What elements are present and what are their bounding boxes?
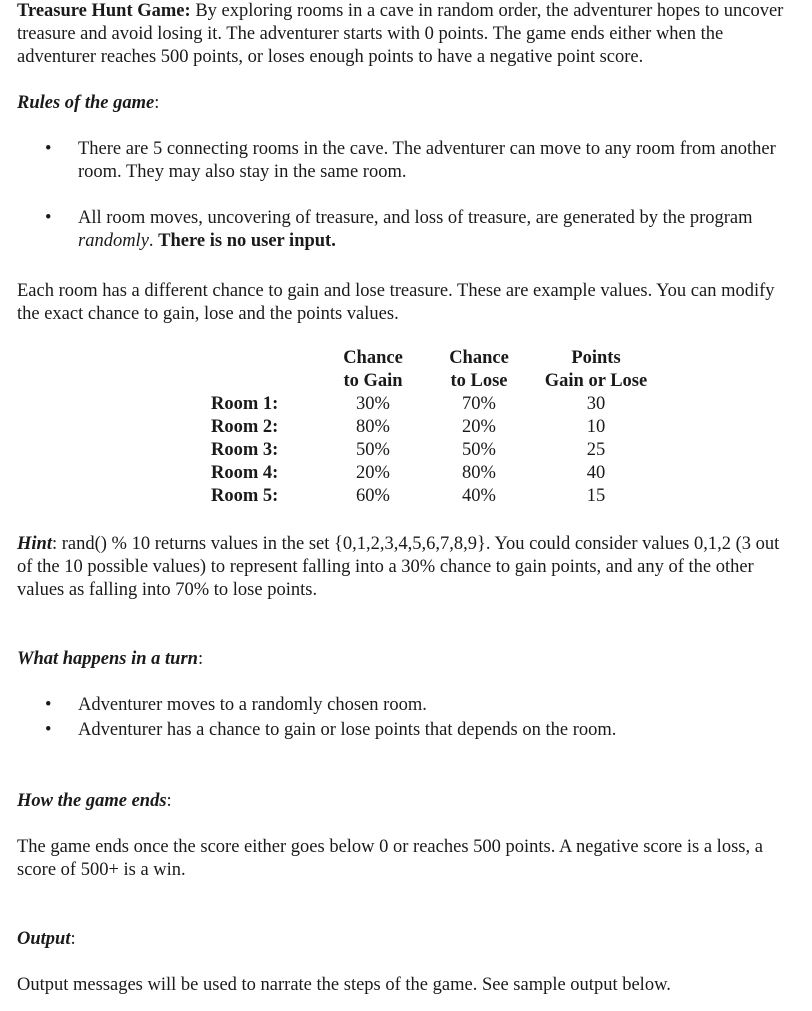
table-row (211, 393, 661, 416)
table-row (211, 439, 661, 462)
rules-heading-text: Rules of the game (17, 93, 155, 113)
room-points: 40 (586, 463, 606, 483)
ends-paragraph: The game ends once the score either goes below 0 or reaches 500 points. A negative score is a loss, a score of 500+ is a win. (17, 837, 763, 880)
room-points: 15 (586, 486, 606, 506)
room-lose: 80% (462, 463, 496, 483)
room-lose: 20% (462, 417, 496, 437)
turn-bullet-2: • Adventurer has a chance to gain or lose points that depends on the room. (17, 719, 797, 742)
intro-paragraph (17, 0, 797, 69)
rules-list (17, 138, 797, 253)
header-room-blank (211, 347, 319, 393)
room-name: Room 3: (211, 440, 279, 460)
room-points: 30 (586, 394, 606, 414)
room-name: Room 4: (211, 463, 279, 483)
output-heading-text: Output (17, 929, 71, 949)
header-chance-gain: Chance to Gain (343, 348, 403, 391)
room-gain: 60% (356, 486, 390, 506)
rules-heading-colon: : (154, 93, 160, 113)
room-gain: 30% (356, 394, 390, 414)
rules-heading (17, 92, 159, 115)
rules-bullet-2 (17, 207, 797, 253)
turn-heading-colon: : (197, 649, 204, 669)
output-heading (17, 928, 76, 951)
ends-heading-text: How the game ends (17, 791, 167, 811)
rules-bullet-2-punct: . (148, 231, 159, 251)
rooms-table (211, 347, 661, 508)
room-lose: 40% (462, 486, 496, 506)
table-header-row (211, 347, 661, 393)
room-lose: 70% (462, 394, 496, 414)
turn-bullet-1: • Adventurer moves to a randomly chosen room. (17, 694, 797, 717)
header-points: Points Gain or Lose (544, 348, 648, 391)
rules-bullet-2-emphasis: randomly (78, 231, 149, 251)
game-title: Treasure Hunt Game: (17, 1, 191, 21)
turn-heading (17, 648, 203, 671)
table-row (211, 485, 661, 508)
rules-bullet-2-bold: There is no user input. (158, 231, 336, 251)
rules-bullet-1: • There are 5 connecting rooms in the cave. The adventurer can move to any room from another room. They may also stay in the same room. (17, 138, 797, 184)
header-chance-lose: Chance to Lose (449, 348, 509, 391)
room-gain: 50% (356, 440, 390, 460)
hint-text: : rand() % 10 returns values in the set {0,1,2,3,4,5,6,7,8,9}. You could consider values 0,1,2 (3 out of the 10 possible values) to represent falling into a 30% chance to gain points, and any of the other values as falling into 70% to lose points. (17, 534, 780, 600)
table-row (211, 462, 661, 485)
turn-list (17, 694, 797, 742)
room-gain: 80% (356, 417, 390, 437)
room-lose: 50% (462, 440, 496, 460)
turn-heading-text: What happens in a turn (17, 649, 198, 669)
room-points: 10 (586, 417, 606, 437)
room-name: Room 1: (211, 394, 279, 414)
room-points: 25 (586, 440, 606, 460)
room-name: Room 5: (211, 486, 279, 506)
ends-heading (17, 790, 172, 813)
hint-label: Hint (17, 534, 52, 554)
hint-paragraph (17, 533, 797, 602)
output-heading-colon: : (70, 929, 76, 949)
table-row (211, 416, 661, 439)
room-name: Room 2: (211, 417, 279, 437)
room-gain: 20% (356, 463, 390, 483)
ends-heading-colon: : (166, 791, 172, 811)
intro-text: By exploring rooms in a cave in random order, the adventurer hopes to uncover treasure and avoid losing it. The adventurer starts with 0 points. The game ends either when the adventurer reaches 500 points, or loses enough points to have a negative point score. (17, 1, 784, 67)
rooms-intro-paragraph: Each room has a different chance to gain and lose treasure. These are example values. You can modify the exact chance to gain, lose and the points values. (17, 281, 775, 324)
output-paragraph: Output messages will be used to narrate the steps of the game. See sample output below. (17, 975, 671, 995)
rules-bullet-2-text: All room moves, uncovering of treasure, and loss of treasure, are generated by the program (78, 208, 753, 228)
